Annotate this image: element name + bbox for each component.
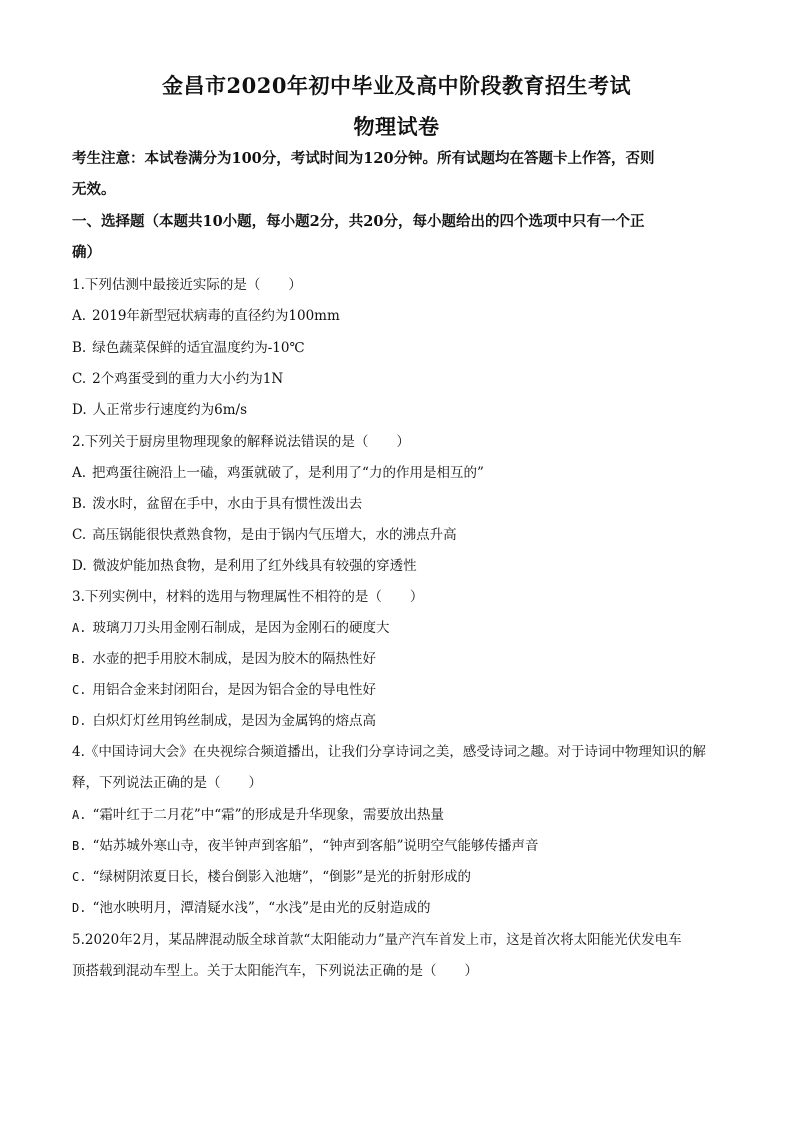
question-2-option-c: C. 高压锅能很快煮熟食物，是由于锅内气压增大，水的沸点升高 [72,527,457,543]
exam-subtitle: 物理试卷 [353,114,440,139]
question-1-option-c: C. 2个鸡蛋受到的重力大小约为1N [72,371,284,387]
question-5-stem: 顶搭载到混动车型上。关于太阳能汽车，下列说法正确的是（ ） [72,963,478,979]
question-3-option-d: D. 白炽灯灯丝用钨丝制成，是因为金属钨的熔点高 [72,713,376,729]
question-4-option-b: B. “姑苏城外寒山寺，夜半钟声到客船”，“钟声到客船”说明空气能够传播声音 [72,838,539,854]
question-2-option-d: D. 微波炉能加热食物，是利用了红外线具有较强的穿透性 [72,558,417,574]
exam-title: 金昌市2020年初中毕业及高中阶段教育招生考试 [162,73,631,98]
question-4-option-c: C. “绿树阴浓夏日长，楼台倒影入池塘”，“倒影”是光的折射形成的 [72,869,472,885]
question-1-option-a: A. 2019年新型冠状病毒的直径约为100mm [72,308,340,324]
question-3-option-b: B. 水壶的把手用胶木制成，是因为胶木的隔热性好 [72,651,376,667]
question-2-option-a: A. 把鸡蛋往碗沿上一磕，鸡蛋就破了，是利用了“力的作用是相互的” [72,465,484,481]
question-4-stem-line-1: 4.《中国诗词大会》在央视综合频道播出，让我们分享诗词之美，感受诗词之趣。对于诗词中物理知识的解 [72,744,706,760]
question-5-stem-line-1: 5.2020年2月，某品牌混动版全球首款“太阳能动力”量产汽车首发上市，这是首次将太阳能光伏发电车 [72,932,682,948]
question-3-option-a: A. 玻璃刀刀头用金刚石制成，是因为金刚石的硬度大 [72,620,390,636]
question-4-option-a: A. “霜叶红于二月花”中“霜”的形成是升华现象，需要放出热量 [72,807,445,823]
question-4-stem: 释，下列说法正确的是（ ） [72,775,262,791]
notice-line-2: 无效。 [72,181,116,198]
question-1-stem: 1.下列估测中最接近实际的是（ ） [72,277,302,293]
question-1-stem-text: 1.下列估测中最接近实际的是（ [72,277,261,293]
section-heading-line-1: 一、选择题（本题共10小题，每小题2分，共20分，每小题给出的四个选项中只有一个正 [72,213,645,230]
section-heading-line-2: 确） [72,244,101,261]
question-1-option-d: D. 人正常步行速度约为6m/s [72,402,248,418]
question-3-option-c: C. 用铝合金来封闭阳台，是因为铝合金的导电性好 [72,682,376,698]
question-3-stem: 3.下列实例中，材料的选用与物理属性不相符的是（ ） [72,589,424,605]
question-2-option-b: B. 泼水时，盆留在手中，水由于具有惯性泼出去 [72,496,363,512]
question-1-option-b: B. 绿色蔬菜保鲜的适宜温度约为-10℃ [72,340,305,356]
question-2-stem: 2.下列关于厨房里物理现象的解释说法错误的是（ ） [72,434,410,450]
notice-line-1: 考生注意：本试卷满分为100分，考试时间为120分钟。所有试题均在答题卡上作答，否则 [72,150,655,167]
question-4-option-d: D. “池水映明月，潭清疑水浅”，“水浅”是由光的反射造成的 [72,900,431,916]
